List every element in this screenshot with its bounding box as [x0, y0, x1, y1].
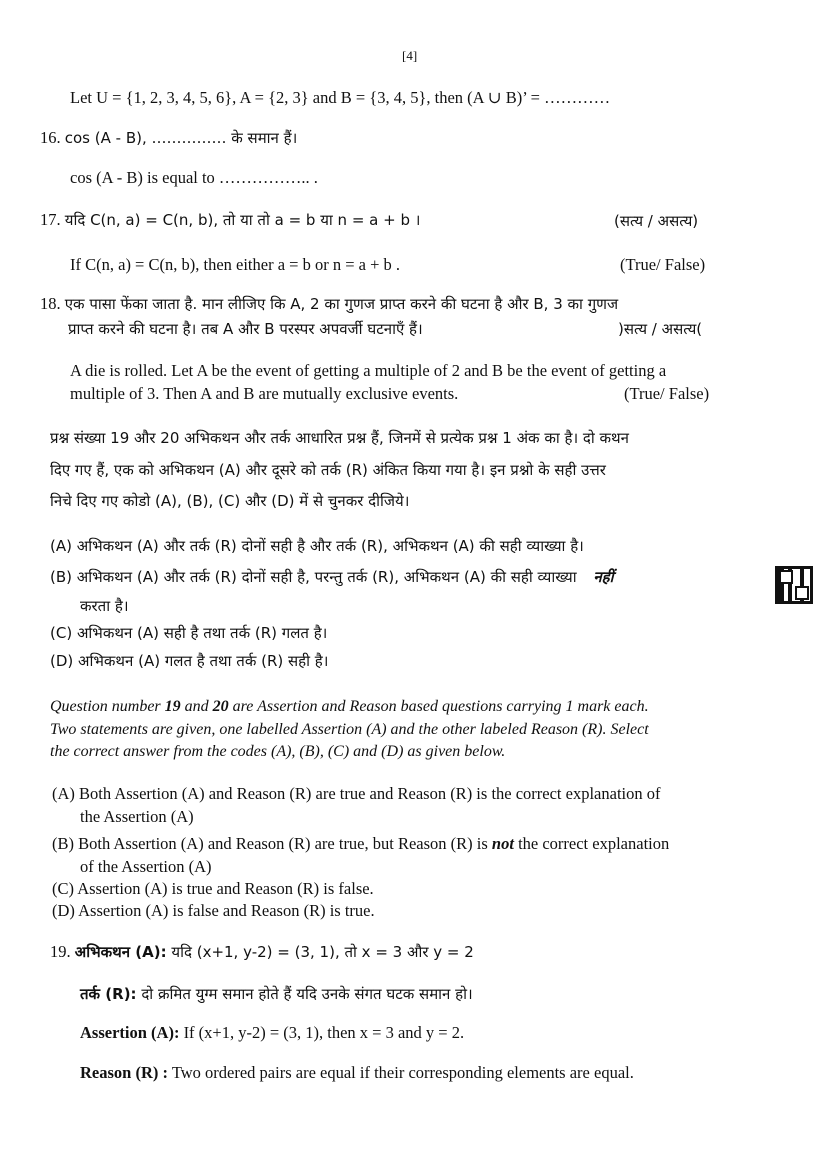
- question-number-19: 19: [164, 698, 181, 715]
- q16-hindi: cos (A - B), …………… के समान हैं।: [64, 129, 298, 147]
- code-b-english-not: not: [491, 834, 514, 853]
- q17-english: If C(n, a) = C(n, b), then either a = b or n = a + b .: [70, 255, 401, 274]
- q19-number: 19.: [50, 942, 71, 961]
- instructions-english-rest: are Assertion and Reason based questions carrying 1 mark each.: [228, 698, 649, 715]
- q18-english-true-false: (True/ False): [624, 384, 710, 403]
- code-b-english-line1: [52, 834, 669, 854]
- q19-reason-english: [80, 1063, 634, 1083]
- code-d-english: (D) Assertion (A) is false and Reason (R) is true.: [52, 901, 375, 920]
- code-b-hindi-line2: करता है।: [80, 597, 129, 615]
- q18-english-line1: A die is rolled. Let A be the event of getting a multiple of 2 and B be the event of getting a: [70, 361, 667, 380]
- q19-assertion-english-text: If (x+1, y-2) = (3, 1), then x = 3 and y = 2.: [179, 1023, 465, 1042]
- code-c-hindi: (C) अभिकथन (A) सही है तथा तर्क (R) गलत है।: [50, 624, 328, 642]
- q19-reason-hindi-label: तर्क (R):: [80, 985, 137, 1003]
- question-number-20: 20: [212, 698, 229, 715]
- code-b-hindi-line1: [50, 568, 614, 586]
- q19-assertion-hindi-label: अभिकथन (A):: [74, 943, 167, 961]
- q19-assertion-english-label: Assertion (A):: [80, 1023, 180, 1042]
- q15-english: Let U = {1, 2, 3, 4, 5, 6}, A = {2, 3} and B = {3, 4, 5}, then (A ∪ B)’ = …………: [70, 88, 611, 107]
- q19-assertion-english: [80, 1023, 464, 1043]
- q16: [40, 128, 297, 148]
- code-b-hindi-text: (B) अभिकथन (A) और तर्क (R) दोनों सही है, परन्तु तर्क (R), अभिकथन (A) की सही व्याख्या: [50, 568, 577, 586]
- q19-assertion-hindi-text: यदि (x+1, y-2) = (3, 1), तो x = 3 और y = 2: [166, 943, 474, 961]
- q19-reason-hindi: [80, 985, 473, 1003]
- code-a-english-line1: (A) Both Assertion (A) and Reason (R) are true and Reason (R) is the correct explanation of: [52, 784, 661, 803]
- q17: [40, 210, 420, 230]
- q19-reason-hindi-text: दो क्रमित युग्म समान होते हैं यदि उनके संगत घटक समान हो।: [136, 985, 473, 1003]
- page-number: [4]: [402, 48, 418, 63]
- instructions-hindi-line2: दिए गए हैं, एक को अभिकथन (A) और दूसरे को तर्क (R) अंकित किया गया है। इन प्रश्नो के सही उत्तर: [50, 461, 606, 479]
- q18-english-line2: multiple of 3. Then A and B are mutually exclusive events.: [70, 384, 459, 403]
- instructions-english-line1: [50, 697, 649, 716]
- code-b-english-post: the correct explanation: [513, 834, 670, 853]
- q17-hindi: यदि C(n, a) = C(n, b), तो या तो a = b या n = a + b ।: [64, 211, 421, 229]
- code-b-hindi-not: नहीं: [593, 568, 614, 586]
- code-b-english-pre: (B) Both Assertion (A) and Reason (R) are true, but Reason (R) is: [52, 834, 492, 853]
- q17-hindi-true-false: (सत्य / असत्य): [614, 212, 699, 230]
- code-b-english-line2: of the Assertion (A): [80, 857, 212, 876]
- q18-hindi-line2: प्राप्त करने की घटना है। तब A और B परस्पर अपवर्जी घटनाएँ हैं।: [68, 320, 423, 338]
- q19-assertion-hindi: [50, 942, 474, 962]
- code-c-english: (C) Assertion (A) is true and Reason (R) is false.: [52, 879, 374, 898]
- q17-english-true-false: (True/ False): [620, 255, 706, 274]
- code-a-english-line2: the Assertion (A): [80, 807, 194, 826]
- instructions-hindi-line1: प्रश्न संख्या 19 और 20 अभिकथन और तर्क आधारित प्रश्न हैं, जिनमें से प्रत्येक प्रश्न 1 अंक का है। दो कथन: [50, 429, 629, 447]
- q18-line1: [40, 294, 618, 314]
- qr-code-icon[interactable]: [775, 566, 813, 604]
- instructions-hindi-line3: निचे दिए गए कोडो (A), (B), (C) और (D) में से चुनकर दीजिये।: [50, 492, 410, 510]
- q19-reason-english-label: Reason (R) :: [80, 1063, 168, 1082]
- q16-english: cos (A - B) is equal to …………….. .: [70, 168, 318, 187]
- q17-number: 17.: [40, 210, 61, 229]
- instructions-english-and: and: [180, 698, 213, 715]
- q18-hindi-line1: एक पासा फेंका जाता है. मान लीजिए कि A, 2 का गुणज प्राप्त करने की घटना है और B, 3 का गुणज: [64, 295, 619, 313]
- instructions-english-line3: the correct answer from the codes (A), (B), (C) and (D) as given below.: [50, 743, 506, 760]
- q18-hindi-true-false: )सत्य / असत्य(: [618, 320, 703, 338]
- code-d-hindi: (D) अभिकथन (A) गलत है तथा तर्क (R) सही है।: [50, 652, 329, 670]
- q18-number: 18.: [40, 294, 61, 313]
- instructions-english-line2: Two statements are given, one labelled Assertion (A) and the other labeled Reason (R). Select: [50, 721, 649, 738]
- q16-number: 16.: [40, 128, 61, 147]
- instructions-english-text: Question number: [50, 698, 165, 715]
- q19-reason-english-text: Two ordered pairs are equal if their corresponding elements are equal.: [168, 1063, 634, 1082]
- code-a-hindi: (A) अभिकथन (A) और तर्क (R) दोनों सही है और तर्क (R), अभिकथन (A) की सही व्याख्या है।: [50, 537, 584, 555]
